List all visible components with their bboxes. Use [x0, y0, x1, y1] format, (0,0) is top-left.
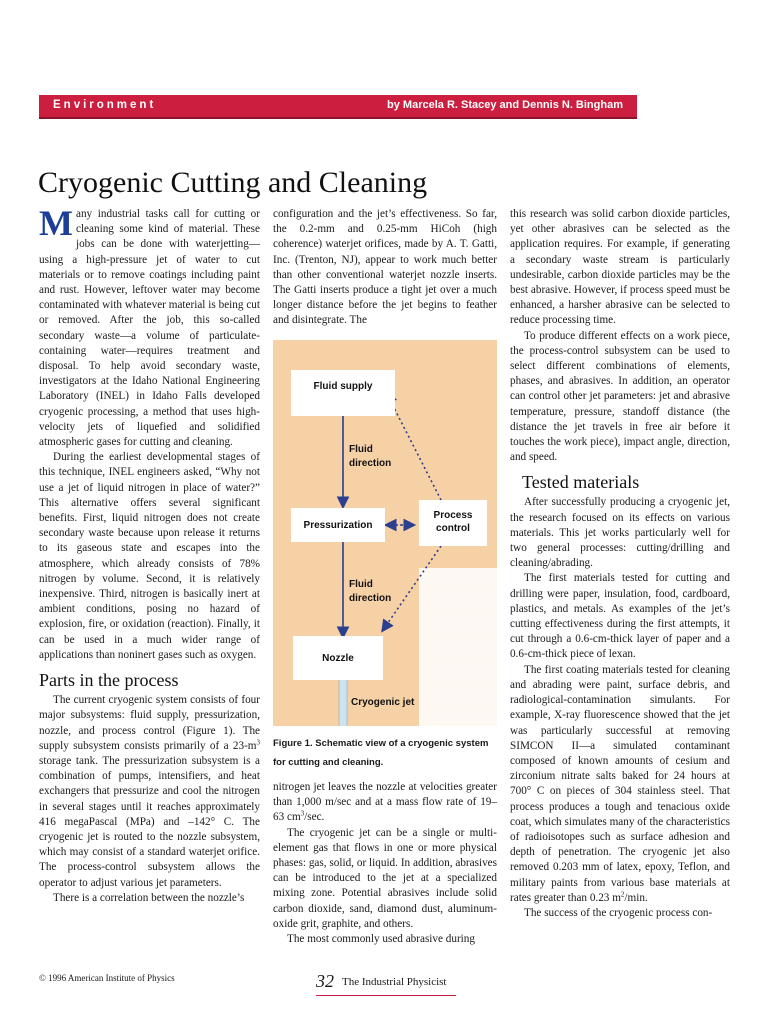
footer-rule [316, 995, 456, 996]
publication-name: The Industrial Physicist [342, 976, 447, 988]
figure-schematic [273, 340, 497, 726]
article-title: Cryogenic Cutting and Cleaning [38, 166, 428, 199]
section-banner [39, 95, 637, 119]
paragraph: After successfully producing a cryogenic jet, the research focused on its effects on various materials. This jet works particularly well for two general processes: cutting/drilling and cleaning/abrading. [510, 496, 730, 570]
paragraph: During the earliest developmental stages of this technique, INEL engineers asked, “Why not use a jet of liquid nitrogen in place of water?” This alternative offers several significant benefits. First, liquid nitrogen does not create secondary waste because upon release it returns to its gaseous state and escapes into the atmosphere, which already consists of 78% nitrogen by volume. Second, it is relatively inexpensive. Third, nitrogen is basically inert at ambient conditions, posing no hazard of explosion, fire, or oxidation (reaction). Finally, it can be used in a much wider range of applications than noninert gases such as oxygen. [39, 451, 260, 661]
box-pressurization: Pressurization [291, 508, 385, 542]
paragraph: The success of the cryogenic process con- [524, 906, 713, 919]
paragraph: The first coating materials tested for cleaning and abrading were paint, surface debris, and radiological-contamination simulants. For example, X-ray fluorescence showed that the jet was particularly successful at removing SIMCON II—a simulated contaminant composed of known amounts of cesium and zirconium nitrate salts baked for 24 hours at 700° C on pieces of 304 stainless steel. That process produces a tough and tenacious oxide coat, which simulates many of the characteristics of radioisotopes such as surface adhesion and depth of penetration. The cryogenic jet also removed 0.203 mm of latex, epoxy, Teflon, and military paints from various base materials at rates greater than 0.23 $m^2/\min$. [510, 663, 730, 904]
paragraph: configuration and the jet’s effectiveness. So far, the 0.2-mm and 0.25-mm HiCoh (high coherence) waterjet orifices, made by A. T. Gatti, Inc. (Trenton, NJ), appear to work much better than other conventional waterjet nozzle inserts. The Gatti inserts produce a tight jet over a much longer distance before the jet begins to feather and disintegrate. The [273, 208, 497, 327]
paragraph: The first materials tested for cutting and drilling were paper, insulation, food, cardboard, plastics, and metals. As examples of the jet’s cutting effectiveness during the first attempts, it cut through a 0.6-cm-thick layer of paper and a 0.6-cm-thick piece of lexan. [510, 572, 730, 661]
subheading-tested: Tested materials [522, 472, 640, 493]
page-number: 32 [316, 971, 334, 991]
paragraph-intro: Many industrial tasks call for cutting or cleaning some kind of material. These jobs can be done with waterjetting—using a high-pressure jet of water to cut materials or to remove coatings including paint and rust. However, leftover water may become contaminated with whatever material is being cut or removed. After the job, this so-called secondary waste—a volume of particulate-containing water—requires treatment and disposal. To help avoid secondary waste, investigators at the Idaho National Engineering Laboratory (INEL) in Idaho Falls developed cryogenic processing, a method that uses high-velocity jets of liquefied and solidified atmospheric gases for cutting and cleaning. [39, 203, 260, 449]
box-process-control: Process control [419, 500, 487, 546]
paragraph: The current cryogenic system consists of four major subsystems: fluid supply, pressurization, nozzle, and process control (Figure 1). The supply subsystem consists primarily of a $23-m^3$ storage tank. The pressurization subsystem is a combination of pumps, intensifiers, and heat exchangers that pressurize and cool the nitrogen in several stages until it reaches approximately 416 megaPascal (MPa) and –142° C. The cryogenic jet is routed to the nozzle subsystem, which may consist of a standard waterjet orifice. The process-control subsystem allows the operator to adjust various jet parameters. [39, 694, 260, 889]
section-label: Environment [53, 99, 157, 111]
paragraph: There is a correlation between the nozzle’s [53, 891, 245, 904]
label-cryogenic-jet: Cryogenic jet [351, 697, 415, 708]
subheading-parts: Parts in the process [39, 670, 179, 691]
column-3 [510, 207, 730, 921]
byline: by Marcela R. Stacey and Dennis N. Bingham [387, 99, 623, 111]
paragraph: The most commonly used abrasive during [287, 933, 475, 946]
box-nozzle: Nozzle [293, 636, 383, 680]
paragraph: To produce different effects on a work piece, the process-control subsystem can be used to select different combinations of elements, phases, and abrasives. In addition, an operator can control other jet parameters: jet and abrasive temperature, pressure, standoff distance (the distance the jet travels in free air before it touches the work piece), impact angle, direction, and speed. [510, 329, 730, 464]
box-fluid-supply: Fluid supply [291, 370, 395, 416]
column-1 [39, 203, 260, 906]
label-fluid-direction-2: Fluid direction [349, 579, 392, 604]
copyright: © 1996 American Institute of Physics [39, 973, 175, 983]
paragraph: The cryogenic jet can be a single or multi-element gas that flows in one or more physical phases: gas, solid, or liquid. In addition, abrasives can be introduced to the jet at a specialized mixing zone. Potential abrasives include solid carbon dioxide, sand, diamond dust, aluminum-oxide grit, graphite, and others. [273, 826, 497, 930]
drop-cap: M [39, 203, 73, 243]
figure-caption: Figure 1. Schematic view of a cryogenic system for cutting and cleaning. [273, 738, 489, 768]
paragraph: nitrogen jet leaves the nozzle at velocities greater than 1,000 m/sec and at a mass flow rate of 19–63 $cm^3/\sec$. [273, 781, 497, 824]
column-2-top [273, 207, 497, 329]
paragraph: this research was solid carbon dioxide particles, yet other abrasives can be selected as the application requires. For example, if generating a secondary waste stream is particularly undesirable, carbon dioxide particles may be the best abrasive. However, if process speed must be enhanced, a harsher abrasive can be selected to reduce processing time. [510, 208, 730, 327]
column-2-bottom [273, 780, 497, 947]
label-fluid-direction-1: Fluid direction [349, 444, 392, 469]
